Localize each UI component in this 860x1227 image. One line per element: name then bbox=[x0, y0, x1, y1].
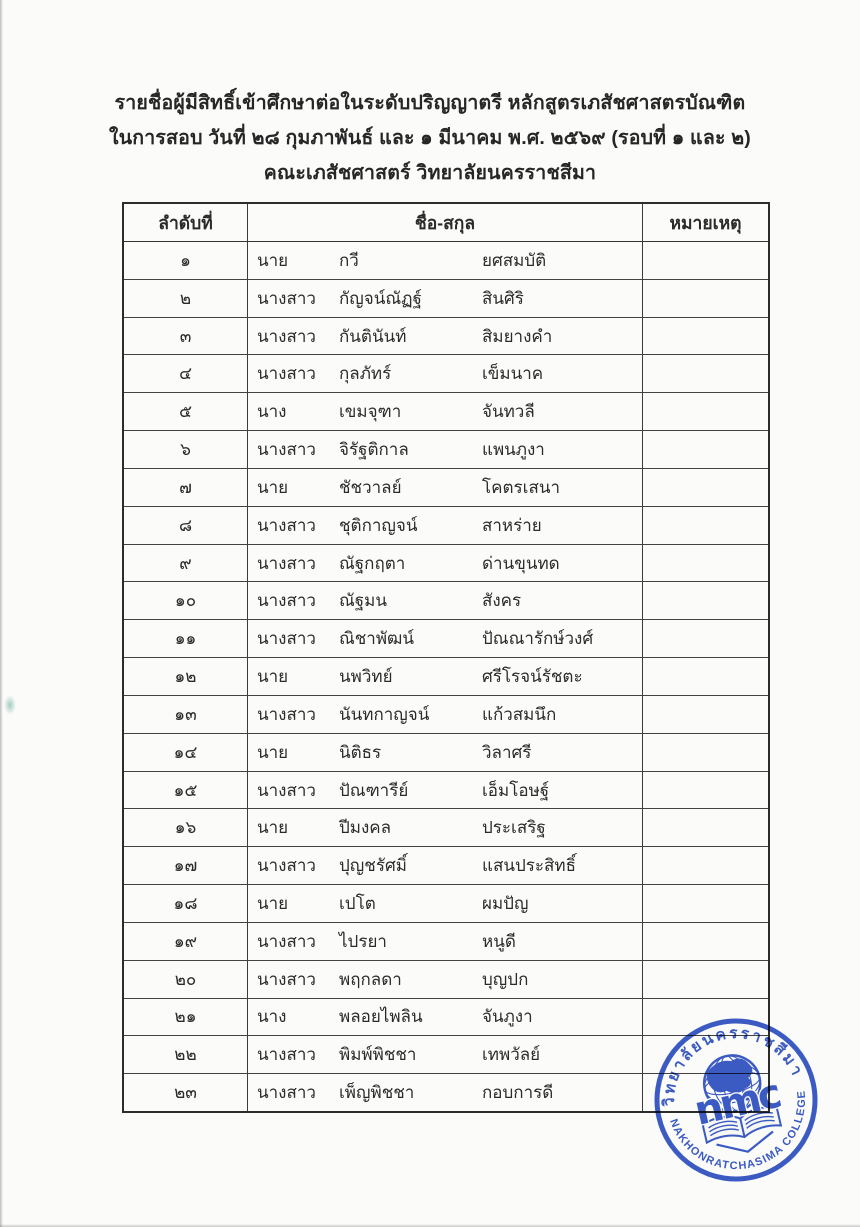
cell-remark bbox=[643, 507, 768, 544]
name-title: นางสาว bbox=[257, 704, 316, 724]
cell-remark bbox=[643, 355, 768, 392]
name-first: จิรัฐติกาล bbox=[339, 440, 409, 460]
name-title: นาย bbox=[257, 742, 289, 762]
col-header-index: ลำดับที่ bbox=[124, 204, 248, 241]
cell-remark bbox=[643, 280, 768, 317]
cell-remark bbox=[643, 242, 768, 279]
table-row bbox=[124, 545, 768, 583]
name-first: ณิชาพัฒน์ bbox=[339, 629, 415, 649]
cell-row-number: ๒๑ bbox=[124, 999, 248, 1036]
cell-row-number: ๑๕ bbox=[124, 772, 248, 809]
name-last: แสนประสิทธิ์ bbox=[482, 856, 576, 876]
name-title: นางสาว bbox=[257, 553, 316, 573]
name-first: เขมจุฑา bbox=[339, 402, 402, 422]
name-last: เข็มนาค bbox=[482, 364, 544, 384]
name-title: นางสาว bbox=[257, 288, 316, 308]
name-first: นิติธร bbox=[339, 742, 382, 762]
cell-row-number: ๑๓ bbox=[124, 696, 248, 733]
table-row bbox=[124, 734, 768, 772]
cell-remark bbox=[643, 658, 768, 695]
name-first: พิมพ์พิชชา bbox=[339, 1045, 417, 1065]
name-title: นางสาว bbox=[257, 856, 316, 876]
cell-row-number: ๑๑ bbox=[124, 620, 248, 657]
cell-remark bbox=[643, 734, 768, 771]
stamp-english-arc-text: NAKHONRATCHASIMA COLLEGE bbox=[667, 1089, 809, 1173]
cell-name bbox=[248, 923, 643, 960]
name-first: กวี bbox=[339, 250, 359, 270]
cell-name bbox=[248, 469, 643, 506]
name-last: จันภูงา bbox=[482, 1007, 533, 1027]
name-title: นางสาว bbox=[257, 440, 316, 460]
cell-remark bbox=[643, 809, 768, 846]
cell-name bbox=[248, 658, 643, 695]
name-last: เทพวัลย์ bbox=[482, 1045, 541, 1065]
stamp-monogram: nmc bbox=[690, 1070, 784, 1135]
name-first: พฤกลดา bbox=[339, 969, 402, 989]
name-title: นาย bbox=[257, 893, 289, 913]
cell-row-number: ๔ bbox=[124, 355, 248, 392]
cell-row-number: ๙ bbox=[124, 545, 248, 582]
table-row bbox=[124, 620, 768, 658]
cell-row-number: ๕ bbox=[124, 393, 248, 430]
cell-remark bbox=[643, 582, 768, 619]
name-title: นางสาว bbox=[257, 515, 316, 535]
cell-remark bbox=[643, 772, 768, 809]
name-last: ศรีโรจน์รัชตะ bbox=[482, 667, 583, 687]
name-last: ผมปัญ bbox=[482, 893, 529, 913]
cell-name bbox=[248, 393, 643, 430]
cell-name bbox=[248, 318, 643, 355]
name-title: นางสาว bbox=[257, 931, 316, 951]
name-title: นางสาว bbox=[257, 364, 316, 384]
table-body bbox=[124, 242, 768, 1111]
name-first: กุลภัทร์ bbox=[339, 364, 392, 384]
cell-row-number: ๒๐ bbox=[124, 961, 248, 998]
cell-row-number: ๗ bbox=[124, 469, 248, 506]
cell-row-number: ๓ bbox=[124, 318, 248, 355]
document-title-line-1: รายชื่อผู้มีสิทธิ์เข้าศึกษาต่อในระดับปริญญาตรี หลักสูตรเภสัชศาสตรบัณฑิต bbox=[114, 92, 746, 114]
cell-name bbox=[248, 280, 643, 317]
cell-row-number: ๒๒ bbox=[124, 1036, 248, 1073]
name-title: นางสาว bbox=[257, 326, 316, 346]
table-row bbox=[124, 923, 768, 961]
table-row bbox=[124, 242, 768, 280]
cell-name bbox=[248, 772, 643, 809]
document-title bbox=[0, 86, 860, 191]
cell-remark bbox=[643, 885, 768, 922]
name-first: นพวิทย์ bbox=[339, 667, 393, 687]
table-row bbox=[124, 318, 768, 356]
cell-name bbox=[248, 242, 643, 279]
table-row bbox=[124, 961, 768, 999]
table-row bbox=[124, 772, 768, 810]
name-last: จันทวลี bbox=[482, 402, 535, 422]
name-first: ณัฐมน bbox=[339, 591, 387, 611]
table-row bbox=[124, 280, 768, 318]
cell-remark bbox=[643, 923, 768, 960]
name-title: นาง bbox=[257, 1007, 287, 1027]
cell-name bbox=[248, 885, 643, 922]
name-title: นาง bbox=[257, 402, 287, 422]
name-first: ชุติกาญจน์ bbox=[339, 515, 418, 535]
name-title: นาย bbox=[257, 477, 289, 497]
table-row bbox=[124, 469, 768, 507]
document-title-line-3: คณะเภสัชศาสตร์ วิทยาลัยนครราชสีมา bbox=[263, 162, 597, 184]
cell-name bbox=[248, 809, 643, 846]
name-last: บุญปก bbox=[482, 969, 529, 989]
name-first: กัญจน์ณัฏฐ์ bbox=[339, 288, 422, 308]
name-title: นางสาว bbox=[257, 1083, 316, 1103]
name-last: ปัณณารักษ์วงศ์ bbox=[482, 629, 594, 649]
name-title: นางสาว bbox=[257, 629, 316, 649]
name-title: นาย bbox=[257, 818, 289, 838]
cell-name bbox=[248, 620, 643, 657]
name-last: วิลาศรี bbox=[482, 742, 532, 762]
admission-table bbox=[122, 202, 770, 1113]
cell-row-number: ๘ bbox=[124, 507, 248, 544]
cell-name bbox=[248, 999, 643, 1036]
cell-remark bbox=[643, 847, 768, 884]
cell-remark bbox=[643, 696, 768, 733]
name-first: ชัชวาลย์ bbox=[339, 477, 402, 497]
cell-name bbox=[248, 696, 643, 733]
cell-remark bbox=[643, 545, 768, 582]
name-title: นางสาว bbox=[257, 780, 316, 800]
name-last: โคตรเสนา bbox=[482, 477, 561, 497]
cell-name bbox=[248, 1036, 643, 1073]
table-header-row bbox=[124, 204, 768, 242]
cell-name bbox=[248, 355, 643, 392]
name-first: กันตินันท์ bbox=[339, 326, 407, 346]
cell-name bbox=[248, 582, 643, 619]
cell-name bbox=[248, 545, 643, 582]
name-last: สินศิริ bbox=[482, 288, 524, 308]
name-last: แก้วสมนึก bbox=[482, 704, 557, 724]
name-first: ปัณฑารีย์ bbox=[339, 780, 409, 800]
cell-row-number: ๑๘ bbox=[124, 885, 248, 922]
cell-remark bbox=[643, 318, 768, 355]
document-title-line-2: ในการสอบ วันที่ ๒๘ กุมภาพันธ์ และ ๑ มีนาคม พ.ศ. ๒๕๖๙ (รอบที่ ๑ และ ๒) bbox=[108, 127, 752, 149]
scan-artifact bbox=[4, 695, 16, 715]
cell-row-number: ๑๒ bbox=[124, 658, 248, 695]
name-first: ไปรยา bbox=[339, 931, 387, 951]
table-row bbox=[124, 696, 768, 734]
cell-name bbox=[248, 734, 643, 771]
cell-row-number: ๑๔ bbox=[124, 734, 248, 771]
name-first: ปุญชรัศมิ์ bbox=[339, 856, 407, 876]
table-row bbox=[124, 393, 768, 431]
cell-remark bbox=[643, 961, 768, 998]
name-title: นางสาว bbox=[257, 969, 316, 989]
table-row bbox=[124, 431, 768, 469]
cell-row-number: ๒ bbox=[124, 280, 248, 317]
cell-row-number: ๖ bbox=[124, 431, 248, 468]
cell-row-number: ๑๗ bbox=[124, 847, 248, 884]
name-last: สาหร่าย bbox=[482, 515, 542, 535]
cell-name bbox=[248, 431, 643, 468]
table-row bbox=[124, 658, 768, 696]
cell-remark bbox=[643, 620, 768, 657]
name-last: ด่านขุนทด bbox=[482, 553, 560, 573]
cell-name bbox=[248, 1074, 643, 1111]
cell-name bbox=[248, 961, 643, 998]
cell-remark bbox=[643, 469, 768, 506]
table-row bbox=[124, 847, 768, 885]
table-row bbox=[124, 885, 768, 923]
college-seal-stamp bbox=[651, 1015, 821, 1185]
name-last: ประเสริฐ bbox=[482, 818, 546, 838]
name-title: นาย bbox=[257, 250, 289, 270]
name-title: นางสาว bbox=[257, 591, 316, 611]
name-title: นาย bbox=[257, 667, 289, 687]
name-last: สังคร bbox=[482, 591, 522, 611]
name-last: สิมยางคำ bbox=[482, 326, 553, 346]
cell-remark bbox=[643, 393, 768, 430]
stamp-thai-arc-text: วิทยาลัยนครราชสีมา bbox=[660, 1024, 807, 1107]
name-first: ณัฐกฤตา bbox=[339, 553, 406, 573]
name-last: กอบการดี bbox=[482, 1083, 554, 1103]
name-title: นางสาว bbox=[257, 1045, 316, 1065]
name-last: เอ็มโอษฐ์ bbox=[482, 780, 550, 800]
col-header-name: ชื่อ-สกุล bbox=[248, 204, 643, 241]
name-last: ยศสมบัติ bbox=[482, 250, 547, 270]
col-header-remark: หมายเหตุ bbox=[669, 212, 742, 233]
table-row bbox=[124, 507, 768, 545]
name-first: เปโต bbox=[339, 893, 376, 913]
name-last: แพนภูงา bbox=[482, 440, 545, 460]
name-first: พลอยไพลิน bbox=[339, 1007, 423, 1027]
cell-name bbox=[248, 507, 643, 544]
cell-remark bbox=[643, 431, 768, 468]
table-row bbox=[124, 809, 768, 847]
name-last: หนูดี bbox=[482, 931, 516, 951]
cell-row-number: ๑๐ bbox=[124, 582, 248, 619]
cell-row-number: ๒๓ bbox=[124, 1074, 248, 1111]
name-first: ปีมงคล bbox=[339, 818, 392, 838]
cell-name bbox=[248, 847, 643, 884]
table-row bbox=[124, 582, 768, 620]
name-first: นันทกาญจน์ bbox=[339, 704, 430, 724]
cell-row-number: ๑๙ bbox=[124, 923, 248, 960]
cell-row-number: ๑ bbox=[124, 242, 248, 279]
table-row bbox=[124, 355, 768, 393]
name-first: เพ็ญพิชชา bbox=[339, 1083, 415, 1103]
cell-row-number: ๑๖ bbox=[124, 809, 248, 846]
